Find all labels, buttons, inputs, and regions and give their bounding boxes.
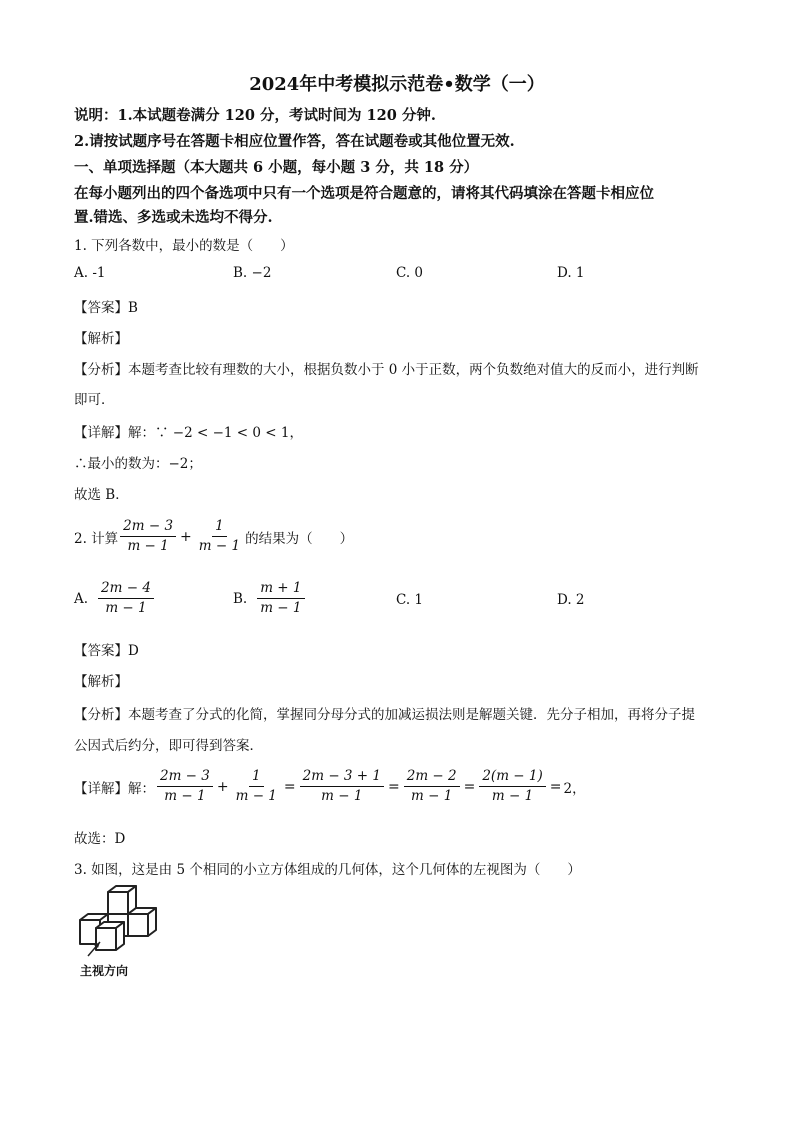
q1-detail: 【详解】解：∵ −2 < −1 < 0 < 1， (74, 425, 303, 441)
equation-fraction (157, 768, 213, 805)
q2-suffix: 的结果为（ ） (245, 530, 354, 547)
section-heading: 一、单项选择题（本大题共 6 小题，每小题 3 分，共 18 分） (74, 159, 479, 176)
fraction-numerator: 2(m − 1) (479, 768, 545, 787)
fraction-denominator: m − 1 (491, 788, 534, 804)
q2-option-a (74, 580, 156, 617)
equation-fraction (300, 768, 384, 805)
equals-sign: = (283, 778, 296, 795)
top-cube (108, 886, 136, 914)
q1-option-b: B. −2 (233, 265, 272, 281)
q1-option-d: D. 1 (557, 265, 585, 281)
fraction-denominator: m − 1 (164, 788, 206, 804)
fraction-denominator: m − 1 (127, 538, 169, 554)
equals-sign: = (549, 778, 562, 795)
fraction-numerator: m + 1 (257, 580, 304, 599)
q2-jiexi-label: 【解析】 (74, 674, 128, 690)
q2-prefix: 2. 计算 (74, 530, 119, 547)
figure-label: 主视方向 (80, 964, 129, 978)
section-instruction-1: 在每小题列出的四个备选项中只有一个选项是符合题意的，请将其代码填涂在答题卡相应位 (74, 185, 654, 202)
fraction-denominator: m − 1 (198, 538, 241, 554)
q2-answer: 【答案】D (74, 643, 139, 659)
notes-line-1: 说明：1.本试题卷满分 120 分，考试时间为 120 分钟. (74, 107, 436, 124)
option-fraction (98, 580, 154, 617)
equals-sign: = (463, 778, 476, 795)
option-label: B. (233, 590, 248, 607)
q1-analysis-1: 【分析】本题考查比较有理数的大小，根据负数小于 0 小于正数，两个负数绝对值大的反而小，进行判断 (74, 362, 699, 378)
fraction-denominator: m − 1 (105, 600, 147, 616)
equation-fraction (479, 768, 545, 805)
q1-stem: 1. 下列各数中，最小的数是（ ） (74, 238, 294, 254)
fraction-denominator: m − 1 (411, 788, 453, 804)
fraction-denominator: m − 1 (235, 788, 277, 804)
fraction-numerator: 1 (249, 768, 264, 787)
equation-fraction (233, 768, 280, 805)
equation-fraction (404, 768, 460, 805)
fraction-numerator: 2m − 3 (157, 768, 213, 787)
fraction-numerator: 2m − 2 (404, 768, 460, 787)
q2-stem (74, 518, 353, 555)
plus-sign: + (216, 778, 229, 795)
q2-fraction-2 (196, 518, 243, 555)
q1-conclusion: 故选 B． (74, 487, 129, 503)
q2-conclusion: 故选：D (74, 831, 126, 847)
q1-answer: 【答案】B (74, 300, 138, 316)
back-right-cube (128, 908, 156, 936)
front-cube (96, 922, 124, 950)
q2-option-b (233, 580, 307, 617)
q2-fraction-1 (120, 518, 176, 555)
fraction-numerator: 2m − 3 + 1 (300, 768, 384, 787)
fraction-denominator: m − 1 (321, 788, 363, 804)
q2-analysis-2: 公因式后约分，即可得到答案． (74, 738, 263, 754)
q2-detail-equation (74, 768, 586, 805)
option-label: A. (74, 590, 89, 607)
notes-line-2: 2.请按试题序号在答题卡相应位置作答，答在试题卷或其他位置无效. (74, 133, 515, 150)
q1-option-c: C. 0 (396, 265, 424, 281)
plus-sign: + (180, 528, 192, 545)
q1-jiexi-label: 【解析】 (74, 331, 128, 347)
q1-analysis-2: 即可． (74, 392, 115, 408)
fraction-denominator: m − 1 (260, 600, 302, 616)
page-title: 2024年中考模拟示范卷•数学（一） (249, 74, 545, 95)
q2-detail-label: 【详解】解： (74, 780, 155, 797)
q2-result: 2， (563, 780, 586, 797)
q2-analysis-1: 【分析】本题考查了分式的化简，掌握同分母分式的加减运损法则是解题关键．先分子相加，再将分子提 (74, 707, 695, 723)
q2-option-c: C. 1 (396, 592, 424, 608)
q2-option-d: D. 2 (557, 592, 585, 608)
q1-option-a: A. -1 (74, 265, 106, 281)
section-instruction-2: 置.错选、多选或未选均不得分. (74, 209, 273, 226)
fraction-numerator: 2m − 4 (98, 580, 154, 599)
q3-stem: 3. 如图，这是由 5 个相同的小立方体组成的几何体，这个几何体的左视图为（ ） (74, 862, 581, 878)
q1-therefore: ∴最小的数为：−2； (74, 456, 202, 472)
fraction-numerator: 1 (212, 518, 227, 537)
equals-sign: = (388, 778, 400, 795)
fraction-numerator: 2m − 3 (120, 518, 176, 537)
option-fraction (257, 580, 304, 617)
cube-figure (74, 884, 174, 960)
